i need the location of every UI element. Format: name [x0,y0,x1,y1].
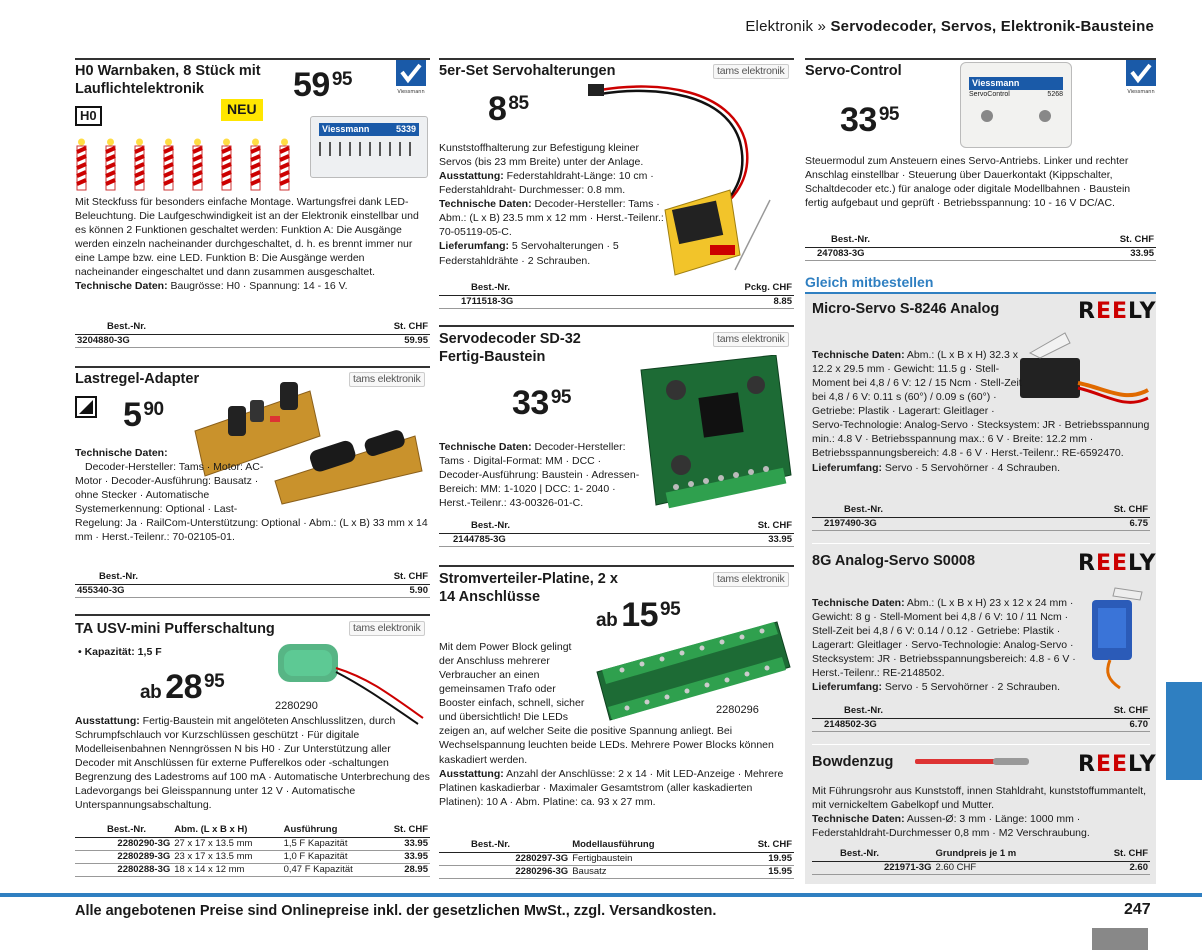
order-table: Best.-Nr. St. CHF 3204880-3G 59.95 [77,321,428,346]
image-reference: 2280290 [275,700,318,712]
tams-logo: tams elektronik [349,372,425,387]
product-price: 8 $^{85}$ [488,90,529,128]
page-number: 247 [1124,901,1151,918]
capacity-bullet: • Kapazität: 1,5 F [78,646,162,658]
footer-rule [0,893,1202,897]
product-title: Bowdenzug [812,754,894,770]
tams-logo: tams elektronik [713,64,789,79]
device-sub: ServoControl [969,91,1010,99]
order-table: Best.-Nr. Grundpreis je 1 m St. CHF 221971-3G 2.60 CHF 2.60 [812,847,1150,875]
reely-logo: REELY [1078,752,1157,777]
order-table: Best.-Nr. St. CHF 455340-3G 5.90 [77,571,428,596]
table-row[interactable]: 2280290-3G 27 x 17 x 13.5 mm 1,5 F Kapazität 33.95 [75,837,430,850]
image-reference: 2280296 [716,704,759,716]
product-price: 59 $^{95}$ [293,66,352,104]
divider [439,325,794,327]
order-table: Best.-Nr. St. CHF 2197490-3G 6.75 [812,503,1150,531]
product-description: Kunststoffhalterung zur Befestigung kleiner Servos (bis 23 mm Breite) unter der Anlage. Ausstattung: Federstahldraht-Länge: 10 cm · Federstahldraht- Durchmesser: 0.8 mm. Technische Daten: Decoder-Hersteller: Tams · Abm.: (L x B) 23.5 mm x 12 mm · Herst.-Teilenr.: 70-05119-05-C. Lieferumfang: 5 Servohalterungen · 5 Federstahldrähte · 2 Schrauben. [439,142,664,267]
product-title: 8G Analog-Servo S0008 [812,553,976,569]
product-title: Servo-Control [805,63,902,79]
device-number: 5268 [1047,91,1063,99]
page-tab [1092,928,1148,950]
device-number: 5339 [395,124,416,134]
table-row[interactable]: 3204880-3G 59.95 [77,334,428,346]
divider [812,744,1150,745]
divider [812,543,1150,544]
product-description: Technische Daten: Abm.: (L x B x H) 23 x 12 x 24 mm · Gewicht: 8 g · Stell-Moment bei 4,8 / 6 V: 10 / 11 Ncm · Stell-Zeit bei 4,8 / 6 V: 0.14 / 0.12 · Getriebe: Plastik · Lagerart: Gleitlager · Servo-Technologie: Analog-Servo · Stecksystem: JR · Betriebsspannungsbereich: 4.8 - 6 V · Herst.-Teilenr.: RE-2148502. Lieferumfang: Servo · 5 Servohörner · 2 Schrauben. [812,597,1076,694]
order-table: Best.-Nr. Pckg. CHF 1711518-3G 8.85 [439,281,794,309]
order-table: Best.-Nr. St. CHF 2148502-3G 6.70 [812,704,1150,732]
divider [439,565,794,567]
product-description: Steuermodul zum Ansteuern eines Servo-Antriebs. Linker und rechter Anschlag einstellbar · Steuerung über Dauerkontakt (Kippschalter, Schaltdecoder etc.) für analoge oder digitale Modellbahnen · Baustein fertig aufgebaut und geprüft · Betriebsspannung: 10 - 16 V DC/AC. [805,155,1131,210]
svg-text:Viessmann: Viessmann [397,89,425,94]
product-title: TA USV-mini Pufferschaltung [75,621,275,637]
breadcrumb [745,18,1154,37]
bowden-cable-image [915,754,1035,770]
warning-beacons-image [75,134,305,192]
divider [439,58,794,60]
product-tech-data: Decoder-Hersteller: Tams · Motor: AC-Motor · Decoder-Ausführung: Bausatz · ohne Stecker · Automatische Systemerkennung: Optional · Last-Regelung: Ja · RailCom-Unterstützung: Optional · Abm.: (L x B) 33 mm x 14 mm · Herst.-Teilenr.: 70-02105-01. [75,461,428,544]
table-row[interactable]: 2144785-3G 33.95 [439,533,794,546]
breadcrumb-category: Elektronik [745,18,814,35]
servodecoder-board-image [636,355,796,515]
product-title: Servodecoder SD-32 Fertig-Baustein [439,331,581,366]
product-title: Lastregel-Adapter [75,371,200,387]
table-row[interactable]: 2280297-3G Fertigbaustein 19.95 [439,852,794,865]
new-badge: NEU [221,99,263,121]
table-row[interactable]: 2148502-3G 6.70 [812,718,1150,731]
servo-control-module-image [960,62,1072,148]
breadcrumb-current: Servodecoder, Servos, Elektronik-Bausteine [830,18,1154,35]
product-description: Technische Daten: [75,447,168,459]
tams-logo: tams elektronik [713,572,789,587]
table-row[interactable]: 221971-3G 2.60 CHF 2.60 [812,861,1150,874]
product-price: ab 28 $^{95}$ [140,668,225,706]
device-label: Viessmann [969,77,1063,90]
product-description: Mit Führungsrohr aus Kunststoff, innen Stahldraht, kunststoffummantelt, mit vernickeltem Gabelkopf und Mutter. Technische Daten: Aussen-Ø: 3 mm · Länge: 1000 mm · Federstahldraht-Durchmesser 0,8 mm · M2 Verschraubung. [812,785,1147,840]
divider [805,58,1156,60]
scale-badge: H0 [75,106,102,126]
product-price: 5 $^{90}$ [123,396,164,434]
product-description: Technische Daten: Abm.: (L x B x H) 32.3 x 12.2 x 29.5 mm · Gewicht: 11.5 g · Stell-Moment bei 4,8 / 6 V: 12 / 15 Ncm · Stell-Zeit bei 4,8 / 6 V: 0.11 s (60°) / 0.09 s (60°) · Getriebe: Plastik · Lagerart: Gleitlager · Servo-Technologie: Analog-Servo · Stecksystem: JR · Betriebsspannung min.: 4.8 V · Betriebsspannung max.: 6 V · Breite: 12.2 mm · Betriebsspannungsbereich: 4.8 - 6 V · Herst.-Teilenr.: RE-6592470. Lieferumfang: Servo · 5 Servohörner · 4 Schrauben. [812,349,1150,474]
product-price: ab 15 $^{95}$ [596,596,681,634]
kit-symbol-icon [75,396,97,418]
order-table: Best.-Nr. St. CHF 2144785-3G 33.95 [439,519,794,547]
table-row[interactable]: 2280296-3G Bausatz 15.95 [439,865,794,878]
viessmann-logo-icon [396,60,426,94]
product-title: 5er-Set Servohalterungen [439,63,616,79]
product-description: Technische Daten: Decoder-Hersteller: Tams · Digital-Format: MM · DCC · Decoder-Ausführung: Baustein · Adressen-Bereich: MM: 1-1020 | DCC: 1- 2040 · Herst.-Teilenr.: 43-00326-01-C. [439,441,640,510]
reely-logo: REELY [1078,551,1157,576]
table-row[interactable]: 2197490-3G 6.75 [812,517,1150,530]
device-label: Viessmann [322,124,370,134]
tams-logo: tams elektronik [349,621,425,636]
product-description: Mit Steckfuss für besonders einfache Montage. Wartungsfrei dank LED-Beleuchtung. Die Laufgeschwindigkeit ist an der Elektronik einstellbar und es können 2 Funktionen geschaltet werden: Funktion A: Die Ausgänge werden einzeln nacheinander durchgeschaltet, d. h. es brennt immer nur eine Lampe bzw. eine LED. Funktion B: Die Ausgänge werden nacheinander eingeschaltet und dann zusammen ausgeschaltet. Technische Daten: Baugrösse: H0 · Spannung: 14 - 16 V. [75,196,419,293]
product-price: 33 $^{95}$ [840,101,899,139]
order-table: Best.-Nr. Modellausführung St. CHF 2280297-3G Fertigbaustein 19.95 2280296-3G Bausatz 15.95 [439,838,794,879]
product-description: Ausstattung: Fertig-Baustein mit angelöteten Anschlusslitzen, durch Schrumpfschlauch vor Kurzschlüssen geschützt · Für digitale Modelleisenbahnen Nenngrössen N bis H0 · Zur Unterstützung aller Decoder mit Anschlüssen für externe Pufferelkos oder -schaltungen Begrenzung des Ladestroms auf 100 mA · Automatische Unterbrechung des Ladevorgangs bei Gleisspannung unter 12 V · Automatische Unterspannungsabschaltung. [75,715,430,812]
table-row[interactable]: 455340-3G 5.90 [77,584,428,596]
viessmann-logo-icon [1126,60,1156,94]
product-title: Micro-Servo S-8246 Analog [812,301,1000,317]
table-row[interactable]: 2280288-3G 18 x 14 x 12 mm 0,47 F Kapazität 28.95 [75,863,430,876]
divider [75,58,430,60]
table-row[interactable]: 1711518-3G 8.85 [439,295,794,308]
footer-note: Alle angebotenen Preise sind Onlinepreise inkl. der gesetzlichen MwSt., zzgl. Versandkosten. [75,903,717,919]
chapter-tab [1166,682,1202,780]
divider [75,366,430,368]
breadcrumb-separator: » [813,18,831,35]
svg-text:Viessmann: Viessmann [1127,89,1155,94]
tams-logo: tams elektronik [713,332,789,347]
product-title: H0 Warnbaken, 8 Stück mit Lauflichtelektronik [75,63,261,98]
product-description: Mit dem Power Block gelingt der Anschluss mehrerer Verbraucher an einen gemeinsamen Trafo oder Booster einfach, schnell, sicher und übersichtlich! Die LEDs zeigen an, auf welcher Seite die positive Spannung anliegt. Bei Wechselspannung leuchten beide LEDs. Mehrere Power Blocks können kaskadiert werden. Ausstattung: Anzahl der Anschlüsse: 2 x 14 · Mit LED-Anzeige · Mehrere Platinen kaskadierbar · Maximaler Gesamtstrom (aller kaskadierten Platinen): 10 A · Abm. Platine: ca. 93 x 27 mm. [439,641,784,808]
lauflicht-module-image [310,116,428,178]
table-row[interactable]: 2280289-3G 23 x 17 x 13.5 mm 1,0 F Kapazität 33.95 [75,850,430,863]
cross-sell-heading: Gleich mitbestellen [805,274,934,290]
table-row[interactable]: 247083-3G 33.95 [805,247,1156,260]
order-table: Best.-Nr. St. CHF 247083-3G 33.95 [805,233,1156,261]
reely-logo: REELY [1078,299,1157,324]
order-table: Best.-Nr. Abm. (L x B x H) Ausführung St. CHF 2280290-3G 27 x 17 x 13.5 mm 1,5 F Kapazität 33.95 2280289-3G 23 x 17 x 13.5 mm 1,0 F Kapazität 33.95 2280288-3G 18 x 14 x 12 mm 0,47 F Kapazität 28.95 [75,823,430,877]
product-price: 33 $^{95}$ [512,384,571,422]
product-title: Stromverteiler-Platine, 2 x 14 Anschlüsse [439,571,618,606]
divider [75,614,430,616]
